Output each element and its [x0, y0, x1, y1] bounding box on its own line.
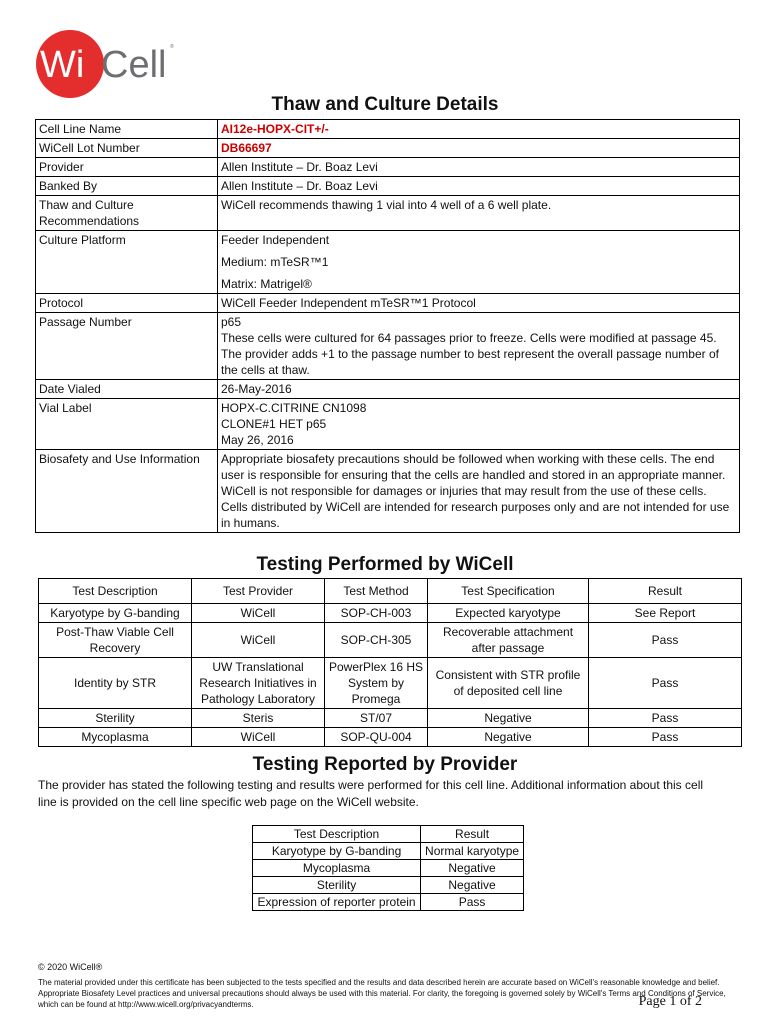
table-row: Culture Platform Feeder Independent Medium: mTeSR™1 Matrix: Matrigel®	[36, 231, 740, 294]
details-title: Thaw and Culture Details	[271, 94, 499, 115]
testing-title: Testing Performed by WiCell	[256, 554, 514, 575]
table-row: Cell Line Name AI12e-HOPX-CIT+/-	[36, 120, 740, 139]
table-row: Protocol WiCell Feeder Independent mTeSR™1 Protocol	[36, 294, 740, 313]
svg-text:Cell: Cell	[101, 44, 167, 86]
table-row: Karyotype by G-banding Normal karyotype	[253, 843, 524, 860]
table-row: Karyotype by G-banding WiCell SOP-CH-003 Expected karyotype See Report	[39, 604, 742, 623]
svg-text:®: ®	[170, 44, 174, 50]
table-row: Identity by STR UW Translational Research Initiatives in Pathology Laboratory PowerPlex 16 HS System by Promega Consistent with STR profile of deposited cell line Pass	[39, 658, 742, 709]
details-table	[35, 119, 740, 533]
provider-title: Testing Reported by Provider	[252, 754, 518, 775]
table-header-row: Test Description Test Provider Test Method Test Specification Result	[39, 579, 742, 604]
table-row: Thaw and Culture Recommendations WiCell recommends thawing 1 vial into 4 well of a 6 well plate.	[36, 196, 740, 231]
table-row: Expression of reporter protein Pass	[253, 894, 524, 911]
table-row: Sterility Negative	[253, 877, 524, 894]
table-row: Provider Allen Institute – Dr. Boaz Levi	[36, 158, 740, 177]
disclaimer: The material provided under this certificate has been subjected to the tests specified and the results and data described herein are accurate based on WiCell's reasonable knowledge and belief. Appropriate Biosafety Level practices and universal precautions should always be used with this material. For clarity, the foregoing is governed solely by WiCell's Terms and Conditions of Service, which can be found at http://www.wicell.org/privacyandterms.	[38, 978, 726, 1009]
table-row: Passage Number p65 These cells were cultured for 64 passages prior to freeze. Cells were modified at passage 45. The provider adds +1 to the passage number to best represent the overall passage number of the cells at thaw.	[36, 313, 740, 380]
page-number: Page 1 of 2	[638, 994, 702, 1009]
testing-table	[38, 578, 742, 747]
table-row: Post-Thaw Viable Cell Recovery WiCell SOP-CH-305 Recoverable attachment after passage Pass	[39, 623, 742, 658]
table-row: Vial Label HOPX-C.CITRINE CN1098 CLONE#1 HET p65 May 26, 2016	[36, 399, 740, 450]
footer	[38, 962, 738, 1010]
table-row: WiCell Lot Number DB66697	[36, 139, 740, 158]
table-row: Date Vialed 26-May-2016	[36, 380, 740, 399]
svg-text:Wi: Wi	[40, 44, 85, 86]
table-row: Mycoplasma WiCell SOP-QU-004 Negative Pass	[39, 728, 742, 747]
table-row: Sterility Steris ST/07 Negative Pass	[39, 709, 742, 728]
wicell-logo	[34, 26, 174, 102]
table-row: Mycoplasma Negative	[253, 860, 524, 877]
copyright: © 2020 WiCell®	[38, 962, 103, 972]
table-header-row: Test Description Result	[253, 826, 524, 843]
table-row: Biosafety and Use Information Appropriate biosafety precautions should be followed when working with these cells. The end user is responsible for ensuring that the cells are handled and stored in an appropriate manner. WiCell is not responsible for damages or injuries that may result from the use of these cells. Cells distributed by WiCell are intended for research purposes only and are not intended for use in humans.	[36, 450, 740, 533]
table-row: Banked By Allen Institute – Dr. Boaz Levi	[36, 177, 740, 196]
provider-note: The provider has stated the following testing and results were performed for this cell line. Additional information about this cell line is provided on the cell line specific web page on the WiCell website.	[38, 778, 704, 809]
provider-table	[252, 825, 524, 911]
